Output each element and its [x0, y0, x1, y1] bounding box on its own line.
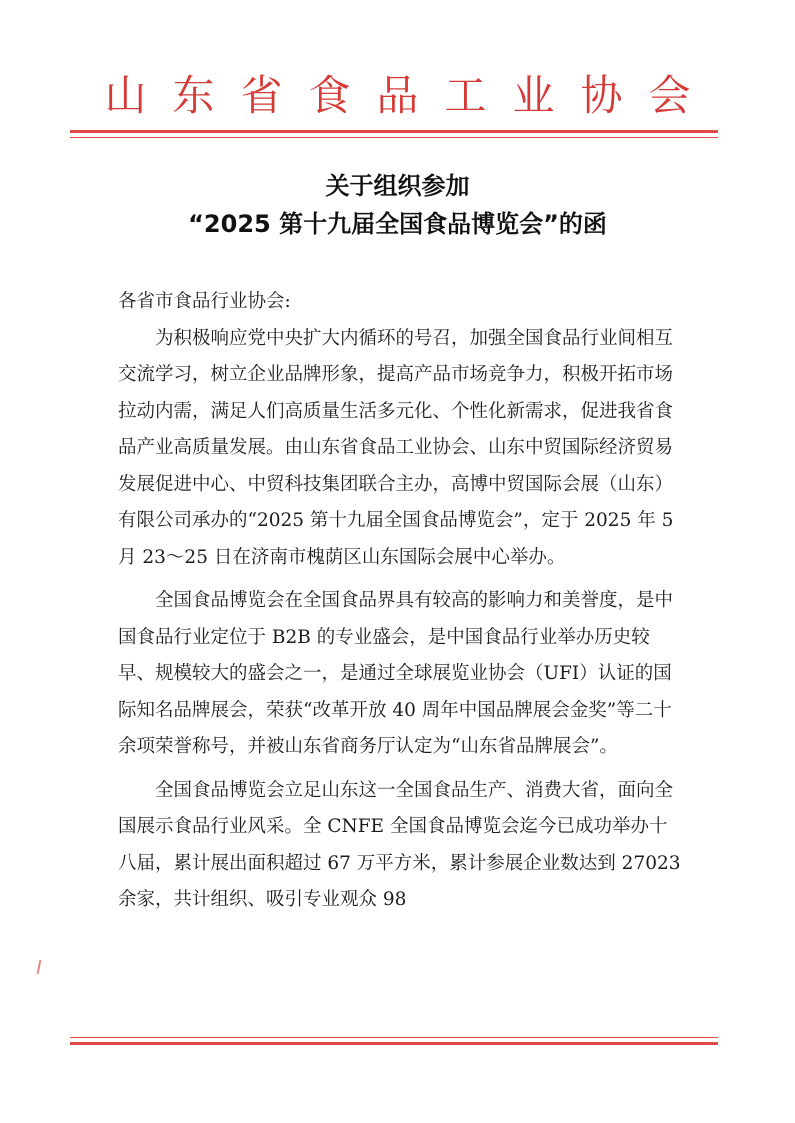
document-title-line-1: 关于组织参加	[325, 172, 470, 200]
letterhead-org-name: 山东省食品工业协会	[104, 71, 717, 120]
paragraph: 全国食品博览会立足山东这一全国食品生产、消费大省，面向全国展示食品行业风采。全 CNFE 全国食品博览会迄今已成功举办十八届，累计展出面积超过 67 万平方米，累计参展企业数达到 27023 余家，共计组织、吸引专业观众 98	[118, 779, 681, 910]
footer-rule-thick	[70, 1042, 718, 1045]
salutation: 各省市食品行业协会:	[118, 291, 291, 312]
letter-body	[118, 284, 683, 926]
paragraph: 为积极响应党中央扩大内循环的号召，加强全国食品行业间相互交流学习，树立企业品牌形象，提高产品市场竞争力，积极开拓市场拉动内需，满足人们高质量生活多元化、个性化新需求，促进我省食品产业高质量发展。由山东省食品工业协会、山东中贸国际经济贸易发展促进中心、中贸科技集团联合主办，高博中贸国际会展（山东）有限公司承办的“2025 第十九届全国食品博览会”，定于 2025 年 5 月 23～25 日在济南市槐荫区山东国际会展中心举办。	[118, 327, 674, 568]
footer-rule-thin	[70, 1037, 718, 1038]
document-title-line-2: “2025 第十九届全国食品博览会”的函	[188, 210, 607, 238]
paragraph: 全国食品博览会在全国食品界具有较高的影响力和美誉度，是中国食品行业定位于 B2B 的专业盛会，是中国食品行业举办历史较早、规模较大的盛会之一，是通过全球展览业协会（UFI）认证的国际知名品牌展会，荣获“改革开放 40 周年中国品牌展会金奖”等二十余项荣誉称号，并被山东省商务厅认定为“山东省品牌展会”。	[118, 590, 674, 757]
letterhead-rule-thin	[70, 137, 718, 138]
letterhead-rule-thick	[70, 130, 718, 133]
margin-pen-mark	[37, 960, 42, 974]
